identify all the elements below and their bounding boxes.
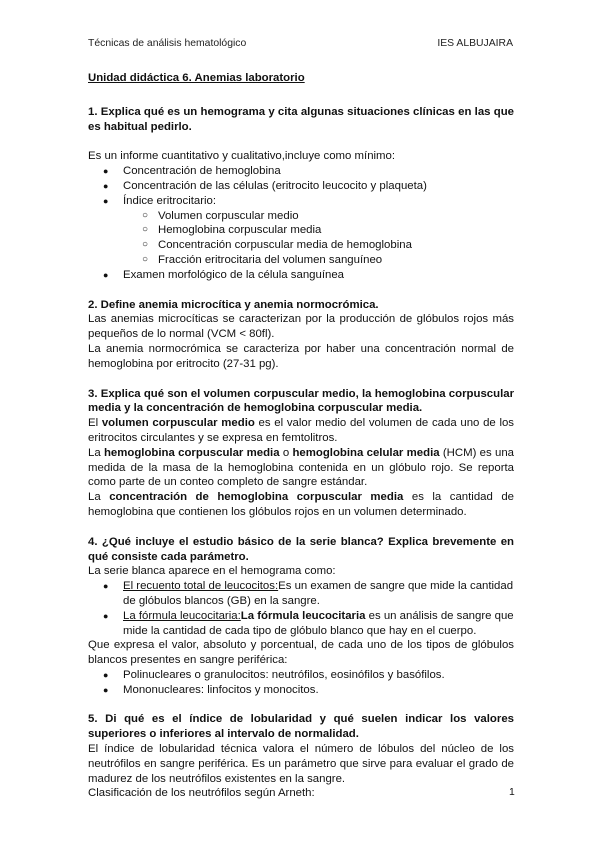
q3-paragraph-2: La hemoglobina corpuscular media o hemoglobina celular media (HCM) es una medida de la masa de la hemoglobina contenida en un glóbulo rojo. Se reporta como parte de un conteo completo de sangre estándar. <box>88 446 515 489</box>
bullet-icon: ● <box>103 610 109 621</box>
q1-sublist <box>88 209 514 268</box>
q4-list-2 <box>88 668 514 698</box>
q3-paragraph-1: El volumen corpuscular medio es el valor medio del volumen de cada uno de los eritrocitos circulantes y se expresa en femtolitros. <box>88 417 515 444</box>
sublist-item: ○ Fracción eritrocitaria del volumen sanguíneo <box>142 253 383 266</box>
q1-list <box>88 164 514 282</box>
question-3: 3. Explica qué son el volumen corpuscular medio, la hemoglobina corpuscular media y la concentración de hemoglobina corpuscular media. <box>88 387 514 415</box>
list-item: ● Mononucleares: linfocitos y monocitos. <box>103 683 319 696</box>
header-course-title: Técnicas de análisis hematológico <box>88 38 247 49</box>
list-item: ● Índice eritrocitario: ○ Volumen corpuscular medio ○ Hemoglobina corpuscular media ○ Concentración corpuscular media de hemoglobina ○ Fracción eritrocitaria del volumen sanguíneo <box>88 194 514 268</box>
unit-title: Unidad didáctica 6. Anemias laboratorio <box>88 72 305 84</box>
bullet-icon: ● <box>103 166 109 177</box>
sublist-item: ○ Volumen corpuscular medio <box>142 209 299 222</box>
list-item: ● Polinucleares o granulocitos: neutrófilos, eosinófilos y basófilos. <box>103 668 445 681</box>
q5-paragraph-1: El índice de lobularidad técnica valora el número de lóbulos del núcleo de los neutrófilos en sangre periférica. Es un parámetro que sirve para evaluar el grado de madurez de los neutrófilos existentes en la sangre. <box>88 743 514 785</box>
circle-bullet-icon: ○ <box>142 239 149 251</box>
question-1: 1. Explica qué es un hemograma y cita algunas situaciones clínicas en las que es habitual pedirlo. <box>88 105 514 133</box>
header-school-name: IES ALBUJAIRA <box>437 38 513 49</box>
list-item: ● El recuento total de leucocitos:Es un examen de sangre que mide la cantidad de glóbulos blancos (GB) en la sangre. <box>103 580 514 607</box>
question-4: 4. ¿Qué incluye el estudio básico de la serie blanca? Explica brevemente en qué consiste cada parámetro. <box>88 535 514 563</box>
list-item: ● Examen morfológico de la célula sanguínea <box>103 268 344 281</box>
q4-paragraph-1: Que expresa el valor, absoluto y porcentual, de cada uno de los tipos de glóbulos blancos presentes en sangre periférica: <box>88 639 514 667</box>
list-item: ● Concentración de hemoglobina <box>103 165 281 178</box>
bullet-icon: ● <box>103 581 109 592</box>
q3-paragraph-3: La concentración de hemoglobina corpuscular media es la cantidad de hemoglobina que contienen los glóbulos rojos en un volumen determinado. <box>88 491 515 518</box>
circle-bullet-icon: ○ <box>142 209 149 221</box>
bullet-icon: ● <box>103 180 109 191</box>
page-number: 1 <box>509 787 515 798</box>
page-header <box>88 37 513 52</box>
sublist-item: ○ Concentración corpuscular media de hemoglobina <box>142 239 412 252</box>
question-2: 2. Define anemia microcítica y anemia normocrómica. <box>88 298 379 311</box>
bullet-icon: ● <box>103 684 109 695</box>
q2-paragraph-1: Las anemias microcíticas se caracterizan por la producción de glóbulos rojos más pequeños de lo normal (VCM < 80fl). <box>88 313 514 341</box>
sublist-item: ○ Hemoglobina corpuscular media <box>142 224 322 237</box>
list-item: ● Concentración de las células (eritrocito leucocito y plaqueta) <box>103 179 427 192</box>
circle-bullet-icon: ○ <box>142 224 149 236</box>
bullet-icon: ● <box>103 669 109 680</box>
bullet-icon: ● <box>103 195 109 206</box>
q1-intro: Es un informe cuantitativo y cualitativo,incluye como mínimo: <box>88 150 396 163</box>
question-5: 5. Di qué es el índice de lobularidad y qué suelen indicar los valores superiores o inferiores al intervalo de normalidad. <box>88 713 514 741</box>
document-body <box>88 71 514 801</box>
circle-bullet-icon: ○ <box>142 253 149 265</box>
bullet-icon: ● <box>103 269 109 280</box>
q4-intro: La serie blanca aparece en el hemograma como: <box>88 565 336 578</box>
q2-paragraph-2: La anemia normocrómica se caracteriza por haber una concentración normal de hemoglobina por eritrocito (27-31 pg). <box>88 342 514 370</box>
q5-paragraph-2: Clasificación de los neutrófilos según Arneth: <box>88 787 315 800</box>
q4-list <box>88 579 514 638</box>
list-item: ● La fórmula leucocitaria:La fórmula leucocitaria es un análisis de sangre que mide la cantidad de cada tipo de glóbulo blanco que hay en el cuerpo. <box>103 609 514 637</box>
